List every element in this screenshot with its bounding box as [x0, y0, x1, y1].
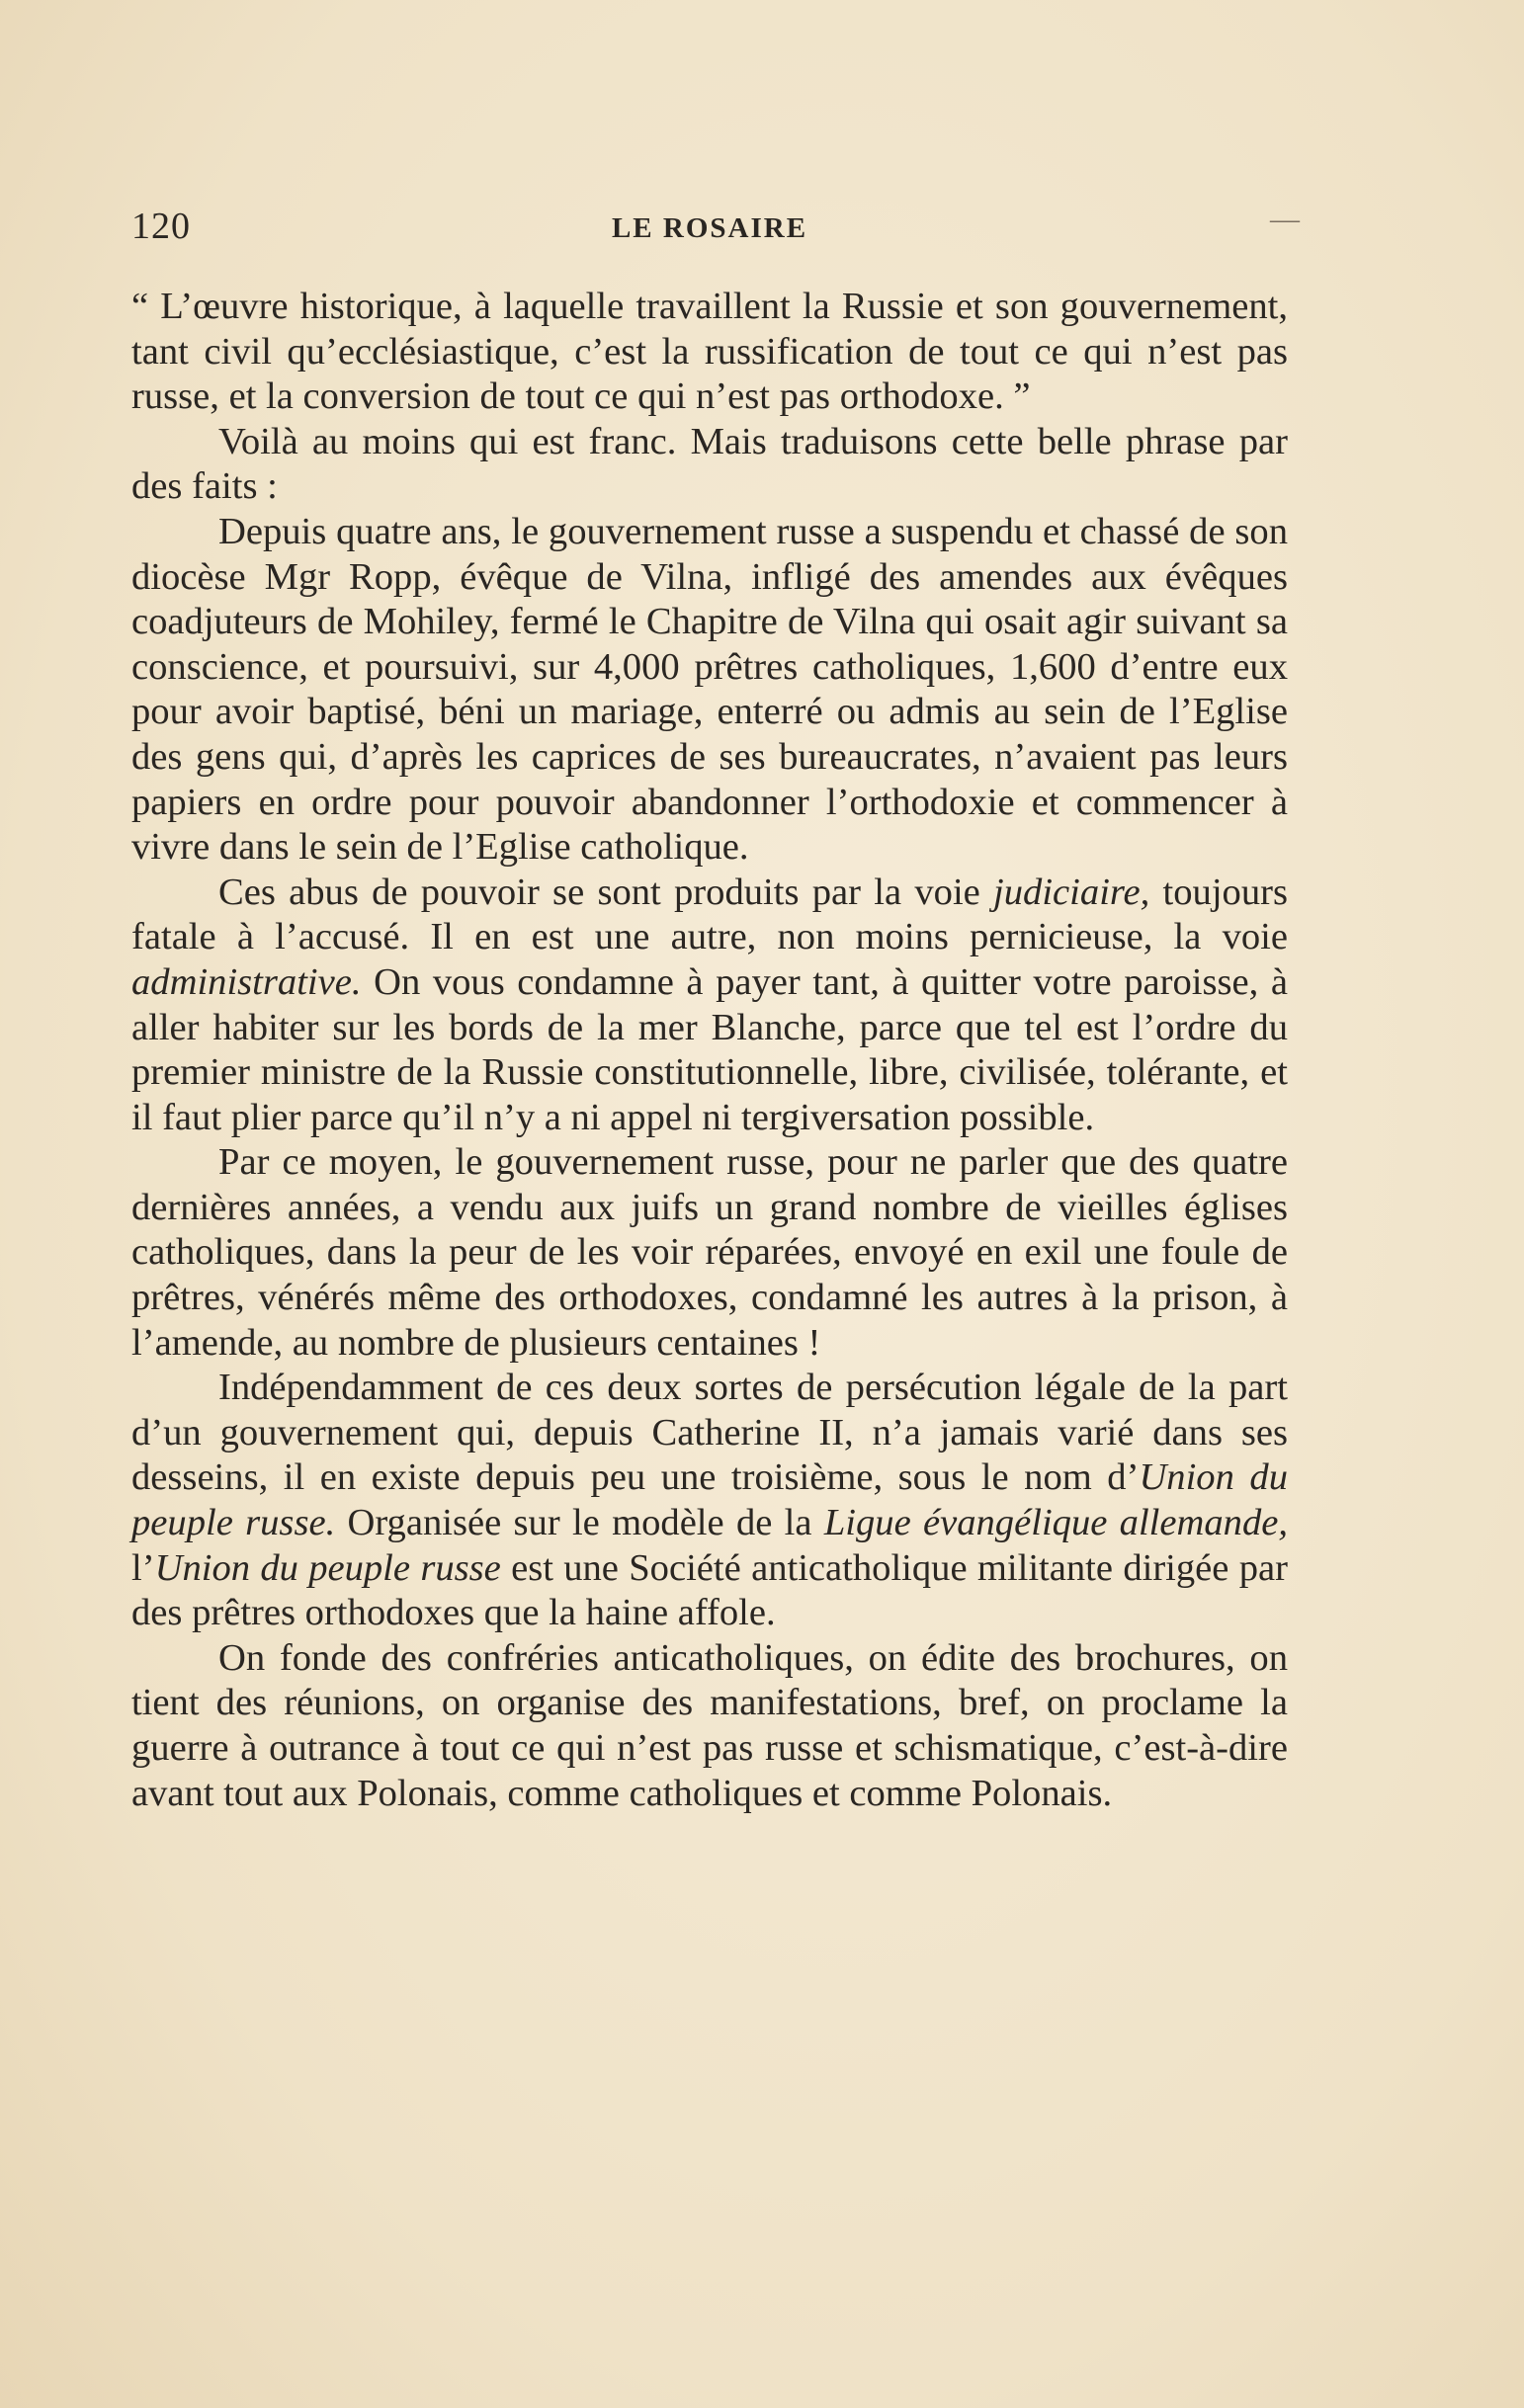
paragraph	[131, 420, 1288, 510]
running-title: LE ROSAIRE	[611, 212, 808, 244]
italic-phrase: Ligue évangélique allemande,	[823, 1502, 1288, 1544]
text-run: On fonde des confréries anticatholiques, on édite des brochures, on tient des réunions, on organise des manifestations, bref, on proclame la guerre à outrance à tout ce qui n’est pas russe et schismatique, c’est-à-dire avant tout aux Polonais, comme catholiques et comme Polonais.	[131, 1636, 1288, 1814]
text-run: On vous condamne à payer tant, à quitter votre paroisse, à aller habiter sur les bords de la mer Blanche, parce que tel est l’ordre du premier ministre de la Russie constitutionnelle, libre, civilisée, tolérante, et il faut plier parce qu’il n’y a ni appel ni tergiversation possible.	[131, 960, 1288, 1138]
text-run: Voilà au moins qui est franc. Mais traduisons cette belle phrase par des faits :	[131, 420, 1288, 508]
italic-phrase: Union du peuple russe	[154, 1546, 501, 1589]
text-run: Par ce moyen, le gouvernement russe, pour ne parler que des quatre dernières années, a vendu aux juifs un grand nombre de vieilles églises catholiques, dans la peur de les voir réparées, envoyé en exil une foule de prêtres, vénérés même des orthodoxes, condamné les autres à la prison, à l’amende, au nombre de plusieurs centaines !	[131, 1141, 1288, 1364]
page-mark: —	[1270, 203, 1300, 235]
page-number: 120	[131, 206, 191, 247]
paragraph	[131, 1140, 1288, 1366]
body-text	[131, 285, 1288, 1816]
paragraph	[131, 285, 1288, 420]
text-run: Indépendamment de ces deux sortes de persécution légale de la part d’un gouvernement qui, depuis Catherine II, n’a jamais varié dans ses desseins, il en existe depuis peu une troisième, sous le nom d’	[131, 1367, 1288, 1499]
text-run: est une Société anticatholique militante dirigée par des prêtres orthodoxes que la haine affole.	[131, 1546, 1288, 1634]
text-run: “ L’œuvre historique, à laquelle travaillent la Russie et son gouvernement, tant civil qu’ecclésiastique, c’est la russification de tout ce qui n’est pas russe, et la conversion de tout ce qui n’est pas orthodoxe. ”	[131, 286, 1288, 418]
italic-phrase: Union du peuple russe.	[131, 1456, 1288, 1544]
paragraph	[131, 871, 1288, 1141]
italic-phrase: judiciaire,	[993, 871, 1150, 913]
paragraph	[131, 510, 1288, 871]
text-run: l’	[131, 1546, 155, 1589]
paragraph	[131, 1636, 1288, 1816]
text-run: Organisée sur le modèle de la	[335, 1502, 824, 1544]
italic-phrase: administrative.	[131, 960, 362, 1003]
text-run: toujours fatale à l’accusé. Il en est une autre, non moins pernicieuse, la voie	[131, 871, 1288, 958]
text-run: Ces abus de pouvoir se sont produits par la voie	[218, 871, 994, 913]
text-run: Depuis quatre ans, le gouvernement russe a suspendu et chassé de son diocèse Mgr Ropp, évêque de Vilna, infligé des amendes aux évêques coadjuteurs de Mohiley, fermé le Chapitre de Vilna qui osait agir suivant sa conscience, et poursuivi, sur 4,000 prêtres catholiques, 1,600 d’entre eux pour avoir baptisé, béni un mariage, enterré ou admis au sein de l’Eglise des gens qui, d’après les caprices de ses bureaucrates, n’avaient pas leurs papiers en ordre pour pouvoir abandonner l’orthodoxie et commencer à vivre dans le sein de l’Eglise catholique.	[131, 510, 1288, 869]
paragraph	[131, 1366, 1288, 1636]
running-head	[131, 203, 1300, 252]
